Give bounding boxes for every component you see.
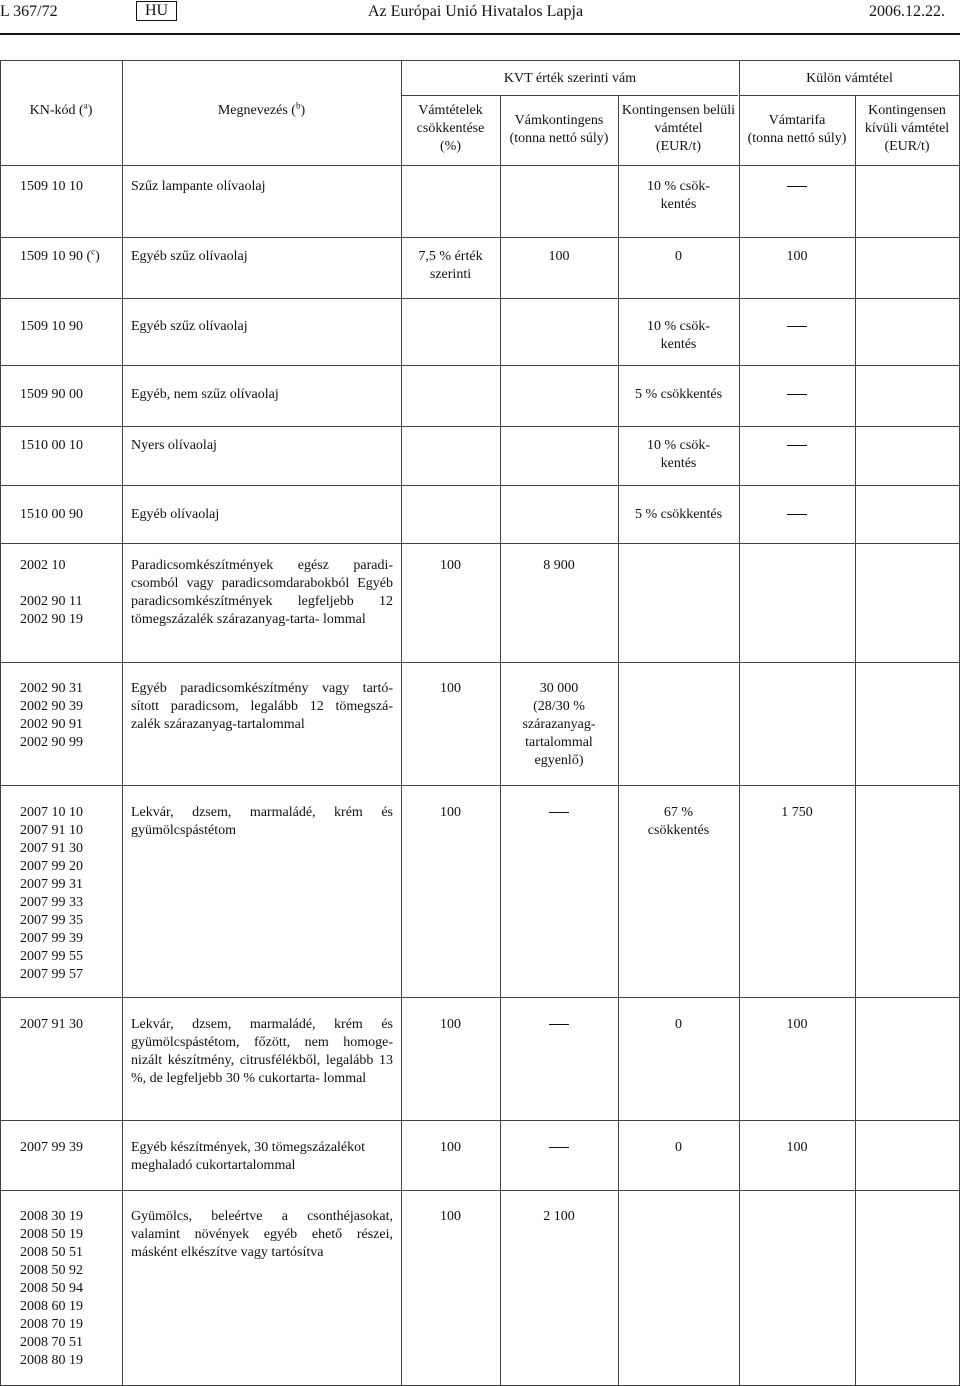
row-8-rate: 100 [440, 681, 461, 696]
row-4-dash [739, 386, 855, 404]
row-2-in-quota: 0 [675, 249, 682, 264]
row-9-codes: 2007 10 10 2007 91 10 2007 91 30 2007 99 20 2007 99 31 2007 99 33 2007 99 35 2007 99 39 2007 99 55 2007 99 57 [20, 805, 83, 982]
row-3-dash [739, 318, 855, 336]
row-8-description: Egyéb paradicsomkészítmény vagy tartó- sított paradicsom, legalább 12 tömegszá- zalék szárazanyag-tartalommal [131, 681, 393, 732]
row-1-dash [739, 178, 855, 196]
header-out-quota-rate: Kontingensen kívüli vámtétel (EUR/t) [864, 103, 950, 154]
row-10-out-quota: 100 [786, 1017, 808, 1032]
row-9-out-quota: 1 750 [781, 805, 813, 820]
row-11-quota-dash [500, 1139, 618, 1157]
group-header-special: Külön vámtétel [806, 71, 893, 86]
row-10-description: Lekvár, dzsem, marmaládé, krém és gyümölcspástétom, főzött, nem homoge- nizált készítmény, citrusfélékből, legalább 13 %, de legfeljebb 30 % cukortarta- lommal [131, 1017, 393, 1086]
row-6-code: 1510 00 90 [20, 507, 83, 522]
header-in-quota-rate: Kontingensen belüli vámtétel (EUR/t) [621, 103, 736, 154]
language-code: HU [136, 1, 177, 21]
row-12-description: Gyümölcs, beleértve a csonthéjasokat, valamint növények egyéb ehető részei, másként elkészítve vagy tartósítva [131, 1209, 393, 1260]
header-description: Megnevezés ($^b$) [217, 100, 306, 118]
row-1-code: 1509 10 10 [20, 179, 83, 194]
page-ref: L 367/72 [0, 3, 58, 20]
row-5-code: 1510 00 10 [20, 438, 83, 453]
tariff-table [0, 60, 960, 1386]
row-7-quota: 8 900 [543, 558, 575, 573]
row-9-description: Lekvár, dzsem, marmaládé, krém és gyümölcspástétom [131, 805, 393, 838]
row-9-rate: 100 [440, 805, 461, 820]
header-tariff-quota: Vámtarifa (tonna nettó súly) [747, 113, 847, 146]
group-header-kvt: KVT érték szerinti vám [503, 71, 637, 86]
row-7-description: Paradicsomkészítmények egész paradi- csomból vagy paradicsomdarabokból Egyéb paradicsomkészítmények legfeljebb 12 tömegszázalék szárazanyag-tarta- lommal [131, 558, 393, 627]
row-10-rate: 100 [440, 1017, 461, 1032]
row-11-in-quota: 0 [675, 1140, 682, 1155]
row-6-special-rate: 5 % csökkentés [634, 507, 723, 522]
row-2-rate: 7,5 % érték szerinti [418, 249, 483, 282]
header-rule [0, 33, 960, 35]
row-1-special-rate: 10 % csök- kentés [647, 179, 710, 212]
row-6-description: Egyéb olívaolaj [131, 507, 220, 522]
header-rate-reduction: Vámtételek csökkentése (%) [416, 103, 485, 154]
row-12-quota: 2 100 [543, 1209, 575, 1224]
row-4-code: 1509 90 00 [20, 387, 83, 402]
row-4-special-rate: 5 % csökkentés [634, 387, 723, 402]
row-11-code: 2007 99 39 [20, 1140, 83, 1155]
row-10-in-quota: 0 [675, 1017, 682, 1032]
row-10-quota-dash [500, 1016, 618, 1034]
row-3-special-rate: 10 % csök- kentés [647, 319, 710, 352]
row-1-description: Szűz lampante olívaolaj [131, 179, 266, 194]
row-5-description: Nyers olívaolaj [131, 438, 217, 453]
row-5-dash [739, 437, 855, 455]
row-11-out-quota: 100 [786, 1140, 808, 1155]
row-8-codes: 2002 90 31 2002 90 39 2002 90 91 2002 90 99 [20, 681, 83, 750]
row-2-quota: 100 [548, 249, 570, 264]
row-7-codes: 2002 10 2002 90 11 2002 90 19 [20, 558, 83, 627]
row-3-code: 1509 10 90 [20, 319, 83, 334]
page-header [0, 0, 960, 26]
row-7-rate: 100 [440, 558, 461, 573]
row-8-quota: 30 000 (28/30 % szárazanyag- tartalommal egyenlő) [522, 681, 596, 768]
journal-title: Az Európai Unió Hivatalos Lapja [368, 3, 584, 20]
row-9-in-quota: 67 % csökkentés [647, 805, 710, 838]
row-12-codes: 2008 30 19 2008 50 19 2008 50 51 2008 50 92 2008 50 94 2008 60 19 2008 70 19 2008 70 51 2008 80 19 [20, 1209, 83, 1368]
row-12-rate: 100 [440, 1209, 461, 1224]
issue-date: 2006.12.22. [869, 3, 945, 20]
header-quota: Vámkontingens (tonna nettó súly) [509, 113, 609, 146]
row-2-description: Egyéb szűz olívaolaj [131, 249, 248, 264]
row-6-dash [739, 506, 855, 524]
row-11-description: Egyéb készítmények, 30 tömegszázalékot meghaladó cukortartalommal [131, 1140, 366, 1173]
row-9-quota-dash [500, 804, 618, 822]
row-11-rate: 100 [440, 1140, 461, 1155]
row-2-out-quota: 100 [786, 249, 808, 264]
row-4-description: Egyéb, nem szűz olívaolaj [131, 387, 279, 402]
row-2-code: 1509 10 90 ($^c$) [20, 246, 100, 264]
row-10-code: 2007 91 30 [20, 1017, 83, 1032]
header-kn-code: KN-kód ($^a$) [29, 100, 93, 118]
row-3-description: Egyéb szűz olívaolaj [131, 319, 248, 334]
row-5-special-rate: 10 % csök- kentés [647, 438, 710, 471]
